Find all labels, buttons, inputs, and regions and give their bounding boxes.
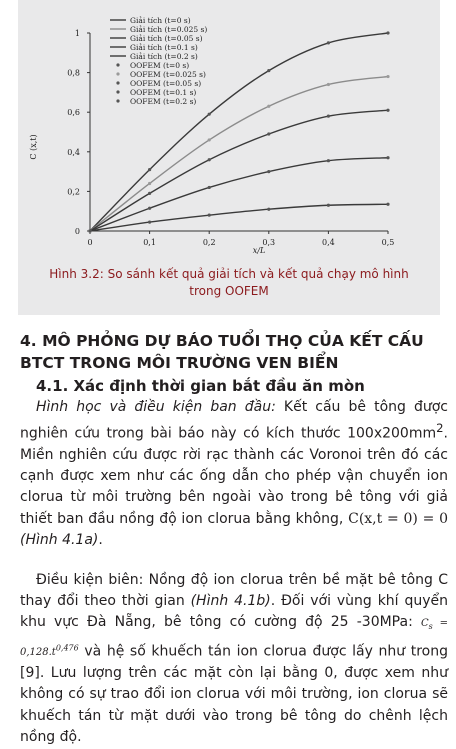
lead-phrase: Hình học và điều kiện ban đầu: bbox=[36, 399, 276, 415]
series-marker bbox=[327, 115, 330, 118]
cs-exponent: 0,476 bbox=[55, 643, 79, 653]
section-heading-line-1: 4. MÔ PHỎNG DỰ BÁO TUỔI THỌ CỦA KẾT CẤU bbox=[20, 332, 424, 350]
legend-label: Giải tích (t=0.2 s) bbox=[130, 52, 198, 61]
legend-marker-swatch bbox=[116, 81, 119, 84]
caption-line-2: trong OOFEM bbox=[189, 284, 269, 298]
series-marker bbox=[148, 207, 151, 210]
y-tick-label: 0,8 bbox=[67, 68, 80, 78]
para2-text-c: và hệ số khuếch tán ion clorua được lấy như trong [9]. Lưu lượng trên các mặt còn lại bằng 0, được xem như không có sự trao đổi ion clorua với môi trường, ion clorua sẽ khuếch tán từ mặt dưới vào trong bê tông do chênh lệch nồng độ. bbox=[20, 642, 448, 745]
x-tick-label: 0,2 bbox=[202, 238, 216, 247]
series-marker bbox=[267, 105, 270, 108]
legend-label: Giải tích (t=0.025 s) bbox=[130, 25, 208, 34]
x-tick-label: 0,5 bbox=[381, 238, 395, 247]
legend-label: Giải tích (t=0 s) bbox=[130, 16, 191, 25]
series-marker bbox=[327, 41, 330, 44]
y-axis-label: C (x,t) bbox=[29, 134, 38, 160]
series-marker bbox=[267, 69, 270, 72]
para2-text-a: Điều kiện biên: Nồng độ ion clorua trên bề mặt bê tông C thay đổi theo thời gian bbox=[20, 572, 448, 610]
para1-text-b: . Miền nghiên cứu được rời rạc thành các Voronoi trên đó các cạnh được xem như các ống dẫn cho phép vận chuyển ion clorua từ môi trường bên ngoài vào trong bê tông với giả thiết ban đầu nồng độ ion clorua bằng không, bbox=[20, 425, 448, 527]
series-marker bbox=[267, 132, 270, 135]
para1-text-a: Kết cấu bê tông được nghiên cứu trong bài báo này có kích thước 100x200mm bbox=[20, 399, 448, 442]
figure-caption bbox=[18, 266, 440, 300]
series-marker bbox=[208, 214, 211, 217]
y-tick-label: 0,4 bbox=[67, 147, 80, 157]
x-tick-label: 0 bbox=[87, 238, 93, 247]
series-marker bbox=[208, 113, 211, 116]
paragraph-initial-conditions bbox=[20, 397, 448, 551]
series-marker bbox=[148, 192, 151, 195]
x-tick-label: 0,1 bbox=[143, 238, 156, 247]
y-tick-label: 1 bbox=[74, 29, 80, 38]
cs-equation: = 0,128.t bbox=[20, 618, 448, 658]
line-chart bbox=[18, 0, 440, 262]
para2-text-b: . Đối với vùng khí quyển khu vực Đà Nẵng, bê tông có cường độ 25 -30MPa: bbox=[20, 593, 448, 631]
cs-symbol: C bbox=[420, 618, 429, 630]
cs-subscript: s bbox=[428, 622, 433, 632]
para1-end: . bbox=[98, 531, 103, 548]
legend-marker-swatch bbox=[116, 99, 119, 102]
x-axis-label: x/L bbox=[252, 246, 266, 255]
series-marker bbox=[267, 170, 270, 173]
series-marker bbox=[386, 75, 389, 78]
initial-condition-formula: C(x,t = 0) = 0 bbox=[348, 510, 448, 527]
series-marker bbox=[327, 159, 330, 162]
series-marker bbox=[208, 158, 211, 161]
legend-label: OOFEM (t=0 s) bbox=[130, 61, 190, 70]
x-tick-label: 0,4 bbox=[322, 238, 335, 247]
section-heading-line-2: BTCT TRONG MÔI TRƯỜNG VEN BIỂN bbox=[20, 354, 339, 372]
legend-marker-swatch bbox=[116, 90, 119, 93]
legend-label: OOFEM (t=0.1 s) bbox=[130, 88, 197, 97]
subsection-heading: 4.1. Xác định thời gian bắt đầu ăn mòn bbox=[36, 377, 365, 395]
x-tick-label: 0,3 bbox=[262, 238, 276, 247]
series-marker bbox=[327, 83, 330, 86]
series-line bbox=[90, 110, 388, 231]
legend-marker-swatch bbox=[116, 72, 119, 75]
series-marker bbox=[208, 186, 211, 189]
legend-label: OOFEM (t=0.2 s) bbox=[130, 97, 197, 106]
legend-label: Giải tích (t=0.05 s) bbox=[130, 34, 203, 43]
series-marker bbox=[386, 156, 389, 159]
legend-label: OOFEM (t=0.05 s) bbox=[130, 79, 202, 88]
series-marker bbox=[208, 138, 211, 141]
y-tick-label: 0,2 bbox=[67, 187, 80, 197]
series-marker bbox=[327, 204, 330, 207]
legend-label: OOFEM (t=0.025 s) bbox=[130, 70, 206, 79]
paragraph-boundary-conditions bbox=[20, 570, 448, 748]
para1-sup: 2 bbox=[436, 421, 444, 436]
series-marker bbox=[267, 208, 270, 211]
series-marker bbox=[148, 182, 151, 185]
figure-ref-4-1a: (Hình 4.1a) bbox=[20, 531, 99, 548]
y-tick-label: 0,6 bbox=[67, 108, 80, 118]
figure-ref-4-1b: (Hình 4.1b) bbox=[190, 593, 271, 610]
series-marker bbox=[386, 31, 389, 34]
series-line bbox=[90, 204, 388, 231]
series-marker bbox=[386, 109, 389, 112]
series-marker bbox=[88, 229, 91, 232]
series-marker bbox=[148, 220, 151, 223]
caption-line-1: Hình 3.2: So sánh kết quả giải tích và kết quả chạy mô hình bbox=[49, 267, 409, 281]
y-tick-label: 0 bbox=[74, 227, 80, 236]
legend-label: Giải tích (t=0.1 s) bbox=[130, 43, 198, 52]
series-marker bbox=[148, 168, 151, 171]
legend-marker-swatch bbox=[116, 63, 119, 66]
series-marker bbox=[386, 203, 389, 206]
